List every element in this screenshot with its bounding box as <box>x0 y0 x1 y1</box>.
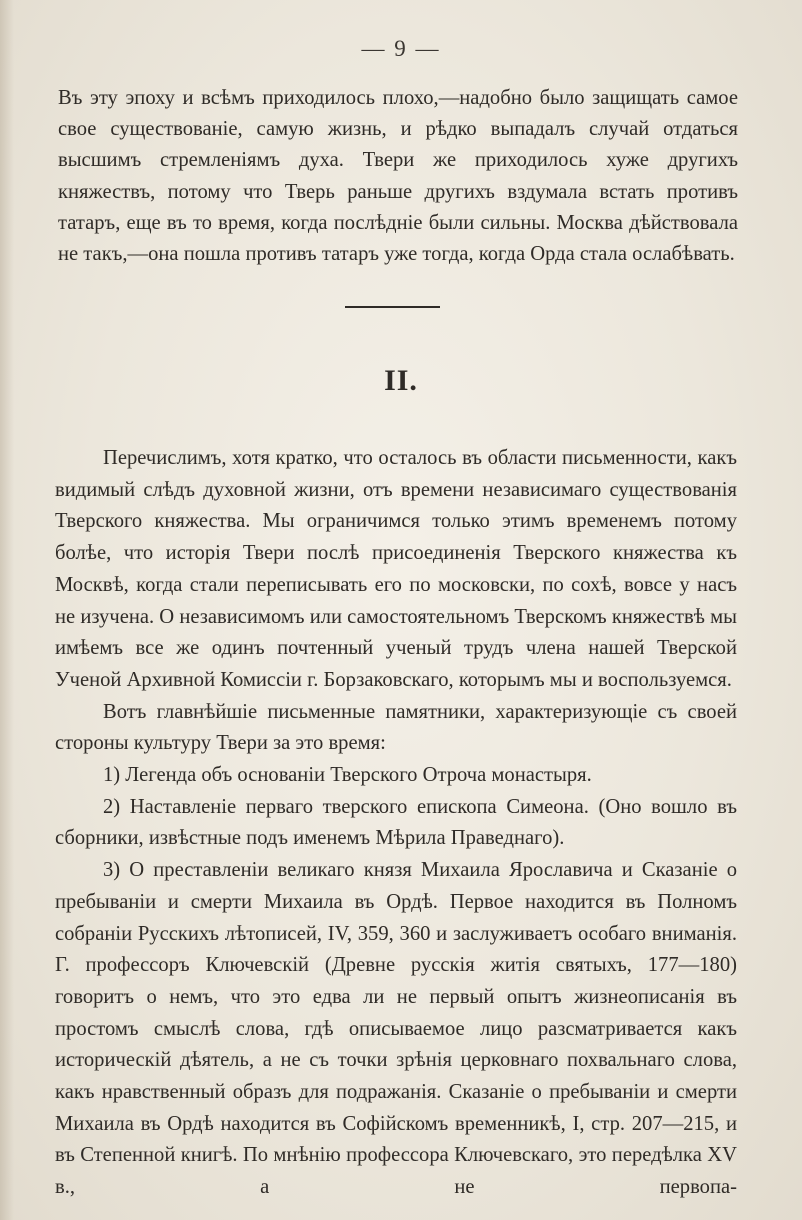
list-item-1: 1) Легенда объ основаніи Тверского Отроча монастыря. <box>103 764 592 787</box>
list-item-2: 2) Наставленіе перваго тверского епископа Симеона. (Оно вошло въ сборники, извѣстные подъ именемъ Мѣрила Праведнаго). <box>55 795 737 850</box>
paragraph-intro: Въ эту эпоху и всѣмъ приходилось плохо,—надобно было защищать самое свое существованіе, самую жизнь, и рѣдко выпадалъ случай отдаться высшимъ стремленіямъ духа. Твери же приходилось хуже другихъ княжествъ, потому что Тверь раньше другихъ вздумала встать противъ татаръ, еще въ то время, когда послѣдніе были сильны. Москва дѣйствовала не такъ,—она пошла противъ татаръ уже тогда, когда Орда стала ослабѣвать. <box>58 87 738 266</box>
paragraph-monuments-intro: Вотъ главнѣйшіе письменные памятники, характеризующіе съ своей стороны культуру Твери за это время: <box>55 700 737 755</box>
page-number: — 9 — <box>361 36 441 61</box>
section-divider <box>345 306 440 308</box>
list-item-3: 3) О преставленіи великаго князя Михаила Ярославича и Сказаніе о пребываніи и смерти Михаила въ Ордѣ. Первое находится въ Полномъ собраніи Русскихъ лѣтописей, IV, 359, 360 и заслуживаетъ особаго вниманія. Г. профессоръ Ключевскій (Древне русскія житія святыхъ, 177—180) говоритъ о немъ, что это едва ли не первый опытъ жизнеописанія въ простомъ смыслѣ слова, гдѣ описываемое лицо разсматривается какъ историческій дѣятель, а не съ точки зрѣнія церковнаго похвальнаго слова, какъ нравственный образъ для подражанія. Сказаніе о пребываніи и смерти Михаила въ Ордѣ находится въ Софійскомъ временникѣ, I, стр. 207—215, и въ Степенной книгѣ. По мнѣнію профессора Ключевскаго, это передѣлка XV в., а не первопа- <box>55 859 737 1199</box>
section-body <box>55 443 737 1204</box>
page-edge-shadow <box>0 0 14 1220</box>
paragraph-overview: Перечислимъ, хотя кратко, что осталось въ области письменности, какъ видимый слѣдъ духовной жизни, отъ времени независимаго существованія Тверского княжества. Мы ограничимся только этимъ временемъ потому болѣе, что исторія Твери послѣ присоединенія Тверского княжества къ Москвѣ, когда стали переписывать его по московски, по сохѣ, вовсе у насъ не изучена. О независимомъ или самостоятельномъ Тверскомъ княжествѣ мы имѣемъ все же одинъ почтенный ученый трудъ члена нашей Тверской Ученой Архивной Комиссіи г. Борзаковскаго, которымъ мы и воспользуемся. <box>55 447 737 691</box>
section-heading: II. <box>384 364 418 397</box>
